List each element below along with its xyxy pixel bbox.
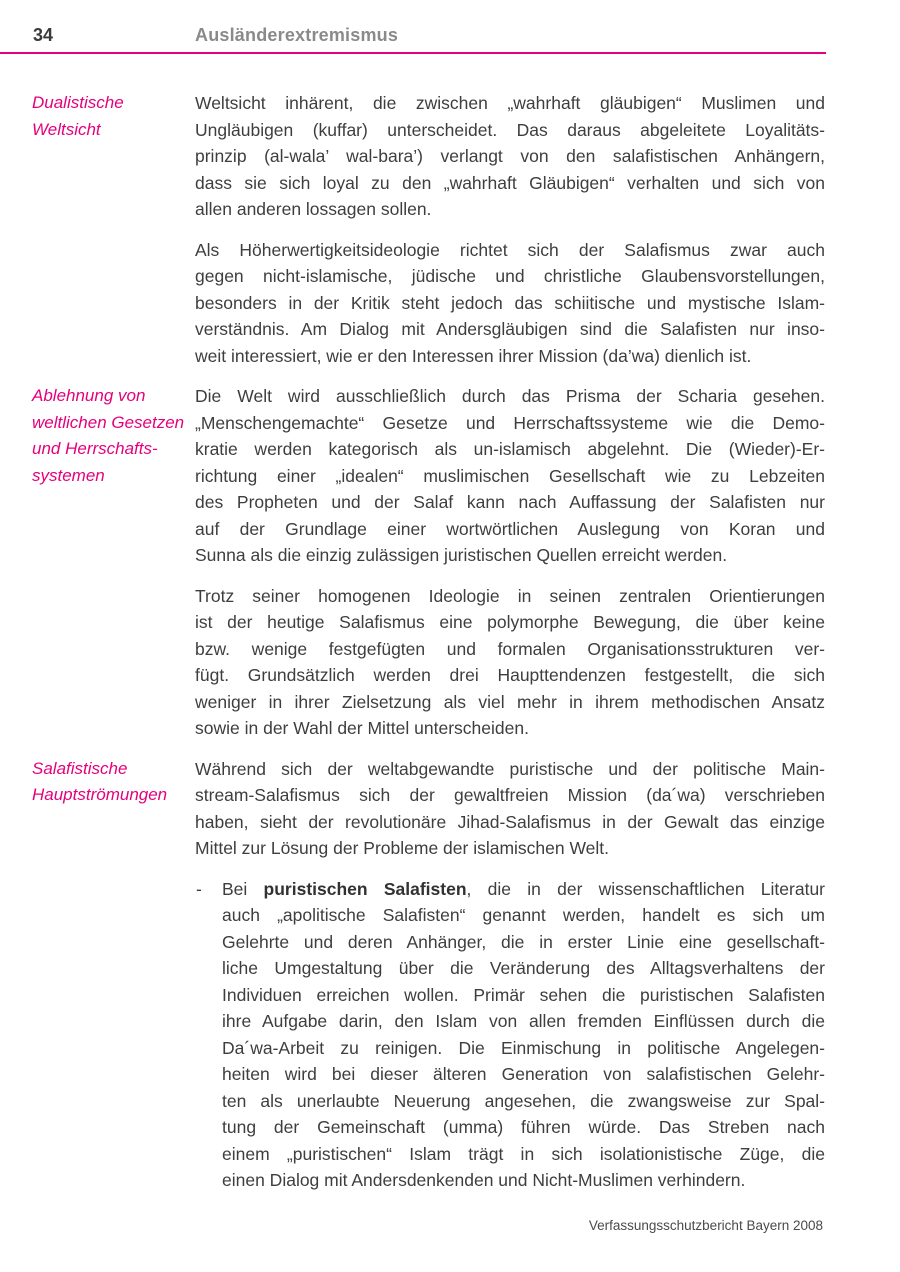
- margin-note-line: weltlichen Gesetzen: [32, 412, 185, 432]
- margin-note-line: Weltsicht: [32, 119, 101, 139]
- text-line: prinzip (al-wala’ wal-bara’) verlangt von den salafistischen Anhängern,: [195, 146, 825, 166]
- page-number: 34: [33, 25, 54, 45]
- text-line: Da´wa-Arbeit zu reinigen. Die Einmischung in politische Angelegen-: [222, 1037, 825, 1058]
- margin-note-line: Hauptströmungen: [32, 785, 168, 804]
- text-line: Individuen erreichen wollen. Primär sehen die puristischen Salafisten: [222, 984, 825, 1005]
- text-line: ihre Aufgabe darin, den Islam von allen fremden Einflüssen durch die: [222, 1011, 825, 1031]
- text-line: gegen nicht-islamische, jüdische und christliche Glaubensvorstellungen,: [195, 266, 825, 286]
- text-line: liche Umgestaltung über die Veränderung des Alltagsverhaltens der: [222, 958, 825, 978]
- margin-note-line: Salafistische: [32, 758, 128, 778]
- text-line: Trotz seiner homogenen Ideologie in seinen zentralen Orientierungen: [195, 585, 825, 606]
- text-line: Ungläubigen (kuffar) unterscheidet. Das daraus abgeleitete Loyalitäts-: [195, 119, 825, 140]
- bold-text: puristischen Salafisten: [263, 878, 467, 899]
- text-line: fügt. Grundsätzlich werden drei Haupttendenzen festgestellt, die sich: [195, 665, 825, 685]
- paragraph-block: [32, 237, 825, 370]
- text-line: besonders in der Kritik steht jedoch das schiitische und mystische Islam-: [195, 292, 825, 313]
- text-line: weniger in ihrer Zielsetzung als viel mehr in ihrem methodischen Ansatz: [195, 691, 825, 712]
- body-paragraph: [195, 383, 825, 569]
- paragraph-block: [32, 383, 825, 569]
- text-line: tung der Gemeinschaft (umma) führen würde. Das Streben nach: [222, 1117, 825, 1137]
- body-paragraph: [195, 237, 825, 370]
- paragraph-block: [32, 583, 825, 742]
- footer-text: Verfassungsschutzbericht Bayern 2008: [588, 1218, 823, 1233]
- paragraph-block: [32, 876, 825, 1194]
- text-line: Weltsicht inhärent, die zwischen „wahrhaft gläubigen“ Muslimen und: [195, 93, 825, 113]
- text-line: Mittel zur Lösung der Probleme der islamischen Welt.: [195, 838, 610, 858]
- text-line: haben, sieht der revolutionäre Jihad-Salafismus in der Gewalt das einzige: [195, 811, 825, 832]
- margin-note: [32, 90, 195, 143]
- text-line: auch „apolitische Salafisten“ genannt werden, handelt es sich um: [222, 905, 825, 925]
- text-line: einem „puristischen“ Islam trägt in sich isolationistische Züge, die: [222, 1143, 825, 1164]
- text-line: Gelehrte und deren Anhänger, die in erster Linie eine gesellschaft-: [222, 931, 825, 952]
- text-line: Als Höherwertigkeitsideologie richtet sich der Salafismus zwar auch: [195, 239, 825, 260]
- text-line: kratie werden kategorisch als un-islamisch abgelehnt. Die (Wieder)-Er-: [195, 439, 825, 459]
- text-line: heiten wird bei dieser älteren Generation von salafistischen Gelehr-: [222, 1064, 825, 1084]
- text-line: Bei puristischen Salafisten, die in der wissenschaftlichen Literatur: [222, 878, 826, 899]
- text-line: „Menschengemachte“ Gesetze und Herrschaftssysteme wie die Demo-: [195, 412, 825, 433]
- margin-note: [32, 383, 195, 489]
- text-line: Sunna als die einzig zulässigen juristischen Quellen erreicht werden.: [195, 545, 728, 565]
- section-title: Ausländerextremismus: [195, 25, 399, 45]
- list-item: [195, 876, 825, 1194]
- body-paragraph: [195, 756, 825, 862]
- margin-note-line: und Herrschafts-: [32, 439, 158, 458]
- list-marker: -: [196, 878, 202, 899]
- text-line: allen anderen lossagen sollen.: [195, 199, 432, 219]
- header-rule: [0, 52, 826, 54]
- text-line: einen Dialog mit Andersdenkenden und Nicht-Muslimen verhindern.: [222, 1170, 746, 1190]
- content-blocks: [32, 90, 825, 1208]
- text-line: Während sich der weltabgewandte puristische und der politische Main-: [195, 758, 825, 779]
- text-line: Die Welt wird ausschließlich durch das Prisma der Scharia gesehen.: [195, 386, 825, 406]
- page-header: [0, 25, 900, 55]
- text-line: richtung einer „idealen“ muslimischen Gesellschaft wie zu Lebzeiten: [195, 465, 825, 486]
- text-line: ten als unerlaubte Neuerung angesehen, die zwangsweise zur Spal-: [222, 1090, 825, 1111]
- body-paragraph: [195, 583, 825, 742]
- body-paragraph: [195, 90, 825, 223]
- text-line: auf der Grundlage einer wortwörtlichen Auslegung von Koran und: [195, 518, 825, 539]
- margin-note-line: Ablehnung von: [32, 386, 146, 405]
- text-line: dass sie sich loyal zu den „wahrhaft Gläubigen“ verhalten und sich von: [195, 172, 825, 193]
- text-line: weit interessiert, wie er den Interessen ihrer Mission (da’wa) dienlich ist.: [195, 345, 752, 366]
- text-line: stream-Salafismus sich der gewaltfreien Mission (da´wa) verschrieben: [195, 785, 825, 805]
- text-line: sowie in der Wahl der Mittel unterscheiden.: [195, 718, 529, 738]
- margin-note: [32, 756, 195, 809]
- text-line: verständnis. Am Dialog mit Andersgläubigen sind die Salafisten nur inso-: [195, 319, 825, 339]
- margin-note-line: systemen: [32, 465, 105, 485]
- paragraph-block: [32, 90, 825, 223]
- text-line: bzw. wenige festgefügten und formalen Organisationsstrukturen ver-: [195, 638, 825, 659]
- text-line: ist der heutige Salafismus eine polymorphe Bewegung, die über keine: [195, 612, 825, 632]
- text-line: des Propheten und der Salaf kann nach Auffassung der Salafisten nur: [195, 492, 825, 512]
- margin-note-line: Dualistische: [32, 93, 124, 112]
- paragraph-block: [32, 756, 825, 862]
